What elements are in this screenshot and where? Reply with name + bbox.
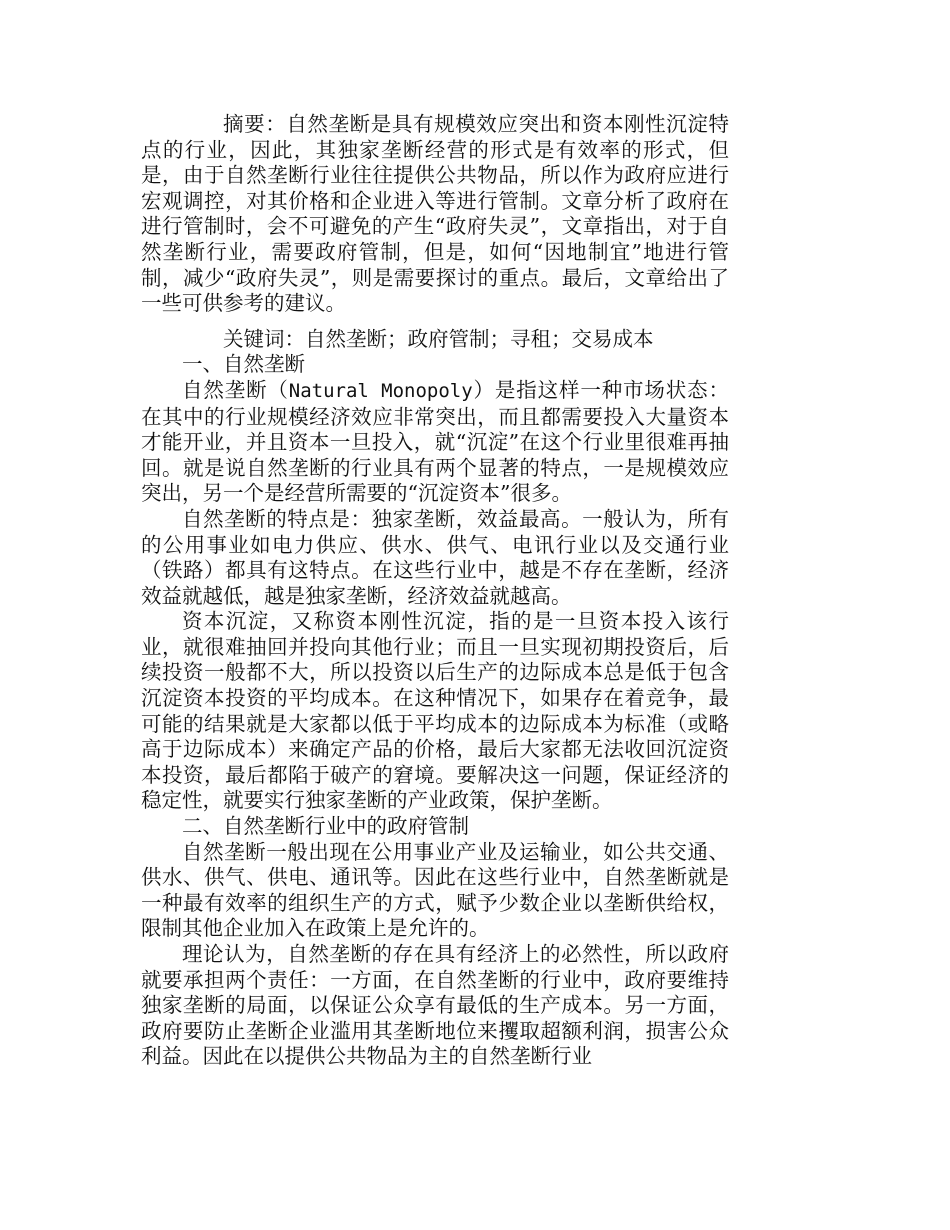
- paragraph-characteristics: 自然垄断的特点是：独家垄断，效益最高。一般认为，所有的公用事业如电力供应、供水、供气、电讯行业以及交通行业（铁路）都具有这特点。在这些行业中，越是不存在垄断，经济效益就越低，越是独家垄断，经济效益就越高。: [141, 506, 729, 608]
- section-heading-natural-monopoly: 一、自然垄断: [182, 352, 305, 377]
- paragraph-definition: [141, 378, 729, 507]
- paragraph-capital-sunk: 资本沉淀，又称资本刚性沉淀，指的是一旦资本投入该行业，就很难抽回并投向其他行业；而且一旦实现初期投资后，后续投资一般都不大，所以投资以后生产的边际成本总是低于包含沉淀资本投资的平均成本。在这种情况下，如果存在着竞争，最可能的结果就是大家都以低于平均成本的边际成本为标准（或略高于边际成本）来确定产品的价格，最后大家都无法收回沉淀资本投资，最后都陷于破产的窘境。要解决这一问题，保证经济的稳定性，就要实行独家垄断的产业政策，保护垄断。: [141, 609, 729, 813]
- paragraph-definition-rest: ）是指这样一种市场状态：在其中的行业规模经济效应非常突出，而且都需要投入大量资本才能开业，并且资本一旦投入，就“沉淀”在这个行业里很难再抽回。就是说自然垄断的行业具有两个显著的特点，一是规模效应突出，另一个是经营所需要的“沉淀资本”很多。: [141, 377, 729, 506]
- section-heading-government-regulation: 二、自然垄断行业中的政府管制: [182, 814, 469, 839]
- paragraph-definition-prefix: 自然垄断（: [182, 377, 289, 402]
- document-page: [141, 112, 729, 1070]
- abstract-paragraph: 摘要：自然垄断是具有规模效应突出和资本刚性沉淀特点的行业，因此，其独家垄断经营的形式是有效率的形式，但是，由于自然垄断行业往往提供公共物品，所以作为政府应进行宏观调控，对其价格和企业进入等进行管制。文章分析了政府在进行管制时，会不可避免的产生“政府失灵”，文章指出，对于自然垄断行业，需要政府管制，但是，如何“因地制宜”地进行管制，减少“政府失灵”，则是需要探讨的重点。最后，文章给出了一些可供参考的建议。: [141, 112, 729, 316]
- paragraph-government-duties: 理论认为，自然垄断的存在具有经济上的必然性，所以政府就要承担两个责任：一方面，在自然垄断的行业中，政府要维持独家垄断的局面，以保证公众享有最低的生产成本。另一方面，政府要防止垄断企业滥用其垄断地位来攫取超额利润，损害公众利益。因此在以提供公共物品为主的自然垄断行业: [141, 942, 729, 1069]
- keywords-line: 关键词：自然垄断；政府管制；寻租；交易成本: [223, 326, 654, 351]
- term-natural-monopoly: Natural Monopoly: [288, 379, 473, 402]
- paragraph-public-utilities: 自然垄断一般出现在公用事业产业及运输业，如公共交通、供水、供气、供电、通讯等。因此在这些行业中，自然垄断就是一种最有效率的组织生产的方式，赋予少数企业以垄断供给权，限制其他企业加入在政策上是允许的。: [141, 839, 729, 941]
